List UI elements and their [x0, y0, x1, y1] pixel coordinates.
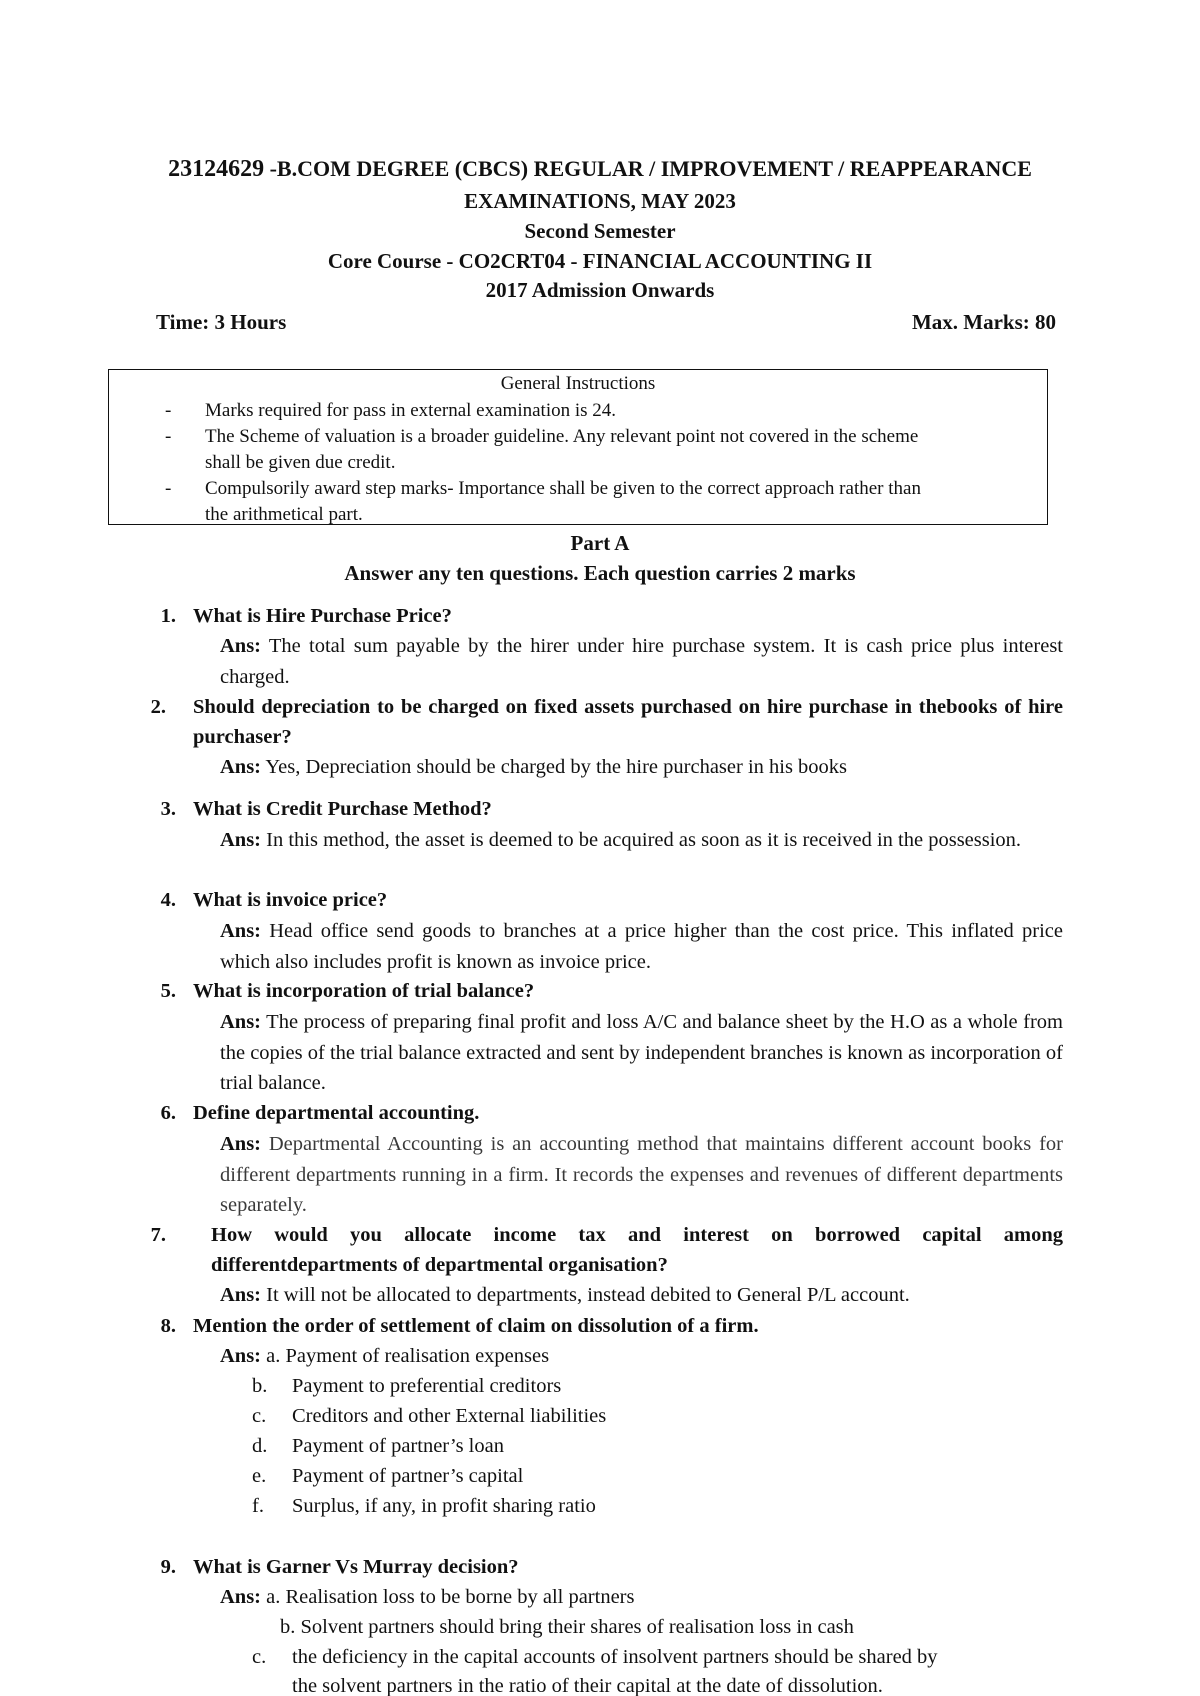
- general-instructions-box: [108, 369, 1048, 525]
- question-text: How would you allocate income tax and interest on borrowed capital among differentdepartments of departmental organisation?: [211, 1224, 1063, 1276]
- admission: 2017 Admission Onwards: [485, 278, 715, 302]
- exam-title: -B.COM DEGREE (CBCS) REGULAR / IMPROVEMENT / REAPPEARANCE: [264, 156, 1032, 181]
- part-title: Part A: [570, 531, 630, 555]
- dash: -: [165, 426, 172, 447]
- dash: -: [165, 400, 172, 421]
- instruction-continuation: shall be given due credit.: [205, 452, 396, 473]
- ans-label: Ans:: [220, 829, 262, 851]
- question-text: What is Credit Purchase Method?: [193, 798, 492, 820]
- exam-title-line2: EXAMINATIONS, MAY 2023: [464, 189, 736, 213]
- ans-label: Ans:: [220, 1011, 262, 1033]
- instruction-item: - Compulsorily award step marks- Importance shall be given to the correct approach rather than: [119, 476, 1037, 502]
- answer-5: Ans: The process of preparing final profit and loss A/C and balance sheet by the H.O as a whole from the copies of the trial balance extracted and sent by independent branches is known as incorporation of trial balance.: [220, 1011, 1063, 1094]
- answer-8: Ans: a. Payment of realisation expenses: [220, 1345, 550, 1367]
- time-marks-row: [156, 307, 1056, 337]
- question-text: Should depreciation to be charged on fixed assets purchased on hire purchase in thebooks of hire purchaser?: [193, 696, 1063, 748]
- answer-3: Ans: In this method, the asset is deemed to be acquired as soon as it is received in the possession.: [220, 829, 1022, 851]
- max-marks: Max. Marks: 80: [911, 310, 1056, 334]
- part-instruction: Answer any ten questions. Each question carries 2 marks: [344, 561, 856, 585]
- ans-label: Ans:: [220, 1133, 262, 1155]
- answer-1: Ans: The total sum payable by the hirer under hire purchase system. It is cash price plus interest charged.: [220, 635, 1063, 688]
- question-text: What is Hire Purchase Price?: [193, 605, 452, 627]
- exam-page: 23124629 -B.COM DEGREE (CBCS) REGULAR / IMPROVEMENT / REAPPEARANCE EXAMINATIONS, MAY 2023 Second Semester Core Course - CO2CRT04 - FINANCIAL ACCOUNTING II 2017 Admission Onwards Time: 3 Hours Max. Marks: 80 General Instructions - Marks required for pass in external examination is 24. - The Scheme of valuation is a broader guideline. Any relevant point not covered in the scheme shall be given due credit. - Compulsorily award step marks- Importance shall be given to the correct approach rather than the arithmetical part. Part A Answer any ten questions. Each question carries 2 marks 1. What is Hire Purchase Price? Ans: The total sum payable by the hirer under hire purchase system. It is cash price plus interest charged. 2. Should depreciation to be charged on fixed assets purchased on hire purchase in thebooks of hire purchaser? Ans: Yes, Depreciation should be charged by the hire purchaser in his books 3. What is Credit Purchase Method? Ans: In this method, the asset is deemed to be acquired as soon as it is received in the possession. 4. What is invoice price? Ans: Head office send goods to branches at a price higher than the cost price. This inflated price which also includes profit is known as invoice price. 5. What is incorporation of trial balance? Ans: The process of preparing final profit and loss A/C and balance sheet by the H.O as a whole from the copies of the trial balance extracted and sent by independent branches is known as incorporation of trial balance. 6. Define departmental accounting. Ans: Departmental Accounting is an accounting method that maintains different account books for different departments running in a firm. It records the expenses and revenues of different departments separately. 7. How would you allocate income tax and interest on borrowed capital among differentdepartments of departmental organisation? Ans: It will not be allocated to departments, instead debited to General P/L account. 8. Mention the order of settlement of claim on dissolution of a firm. Ans: a. Payment of realisation expenses b. Payment to preferential creditors c. Creditors and other External liabilities d. Payment of partner’s loan e. Payment of partner’s capital f. Surplus, if any, in profit sharing ratio 9. What is Garner Vs Murray decision? Ans: a. Realisation loss to be borne by all partners b. Solvent partners should bring their shares of realisation loss in cash c. the deficiency in the capital accounts of insolvent partners should be shared by the solvent partners in the ratio of their capital at the date of dissolution.: [0, 0, 1200, 1696]
- ans-label: Ans:: [220, 756, 262, 778]
- question-number: 6.: [160, 1102, 176, 1124]
- question-text: Define departmental accounting.: [193, 1102, 480, 1124]
- answer-6: Ans: Departmental Accounting is an accounting method that maintains different account books for different departments running in a firm. It records the expenses and revenues of different departments separately.: [220, 1133, 1063, 1216]
- ans-label: Ans:: [220, 920, 262, 942]
- instructions-title: General Instructions: [500, 373, 656, 394]
- ans-label: Ans:: [220, 1284, 262, 1306]
- exam-code: 23124629: [168, 156, 265, 182]
- question-text: Mention the order of settlement of claim on dissolution of a firm.: [193, 1315, 759, 1337]
- course-name: Core Course - CO2CRT04 - FINANCIAL ACCOUNTING II: [327, 249, 873, 273]
- question-text: What is incorporation of trial balance?: [193, 980, 535, 1002]
- semester: Second Semester: [524, 219, 676, 243]
- ans-label: Ans:: [220, 635, 262, 657]
- question-number: 5.: [160, 980, 176, 1002]
- question-number: 7.: [150, 1224, 166, 1246]
- ans-label: Ans:: [220, 1586, 262, 1608]
- instruction-item: - Marks required for pass in external examination is 24.: [119, 398, 1037, 424]
- answer-2: Ans: Yes, Depreciation should be charged by the hire purchaser in his books: [220, 756, 848, 778]
- question-text: What is invoice price?: [193, 889, 388, 911]
- exam-title-line1: [0, 154, 1200, 184]
- instruction-item: - The Scheme of valuation is a broader guideline. Any relevant point not covered in the scheme: [119, 424, 1037, 450]
- ans-label: Ans:: [220, 1345, 262, 1367]
- answer-4: Ans: Head office send goods to branches at a price higher than the cost price. This inflated price which also includes profit is known as invoice price.: [220, 920, 1063, 973]
- question-number: 4.: [160, 889, 176, 911]
- instruction-continuation: the arithmetical part.: [205, 504, 363, 525]
- exam-time: Time: 3 Hours: [156, 310, 287, 334]
- question-number: 2.: [150, 696, 166, 718]
- question-number: 9.: [160, 1556, 176, 1578]
- question-number: 1.: [160, 605, 176, 627]
- question-number: 3.: [160, 798, 176, 820]
- question-text: What is Garner Vs Murray decision?: [193, 1556, 519, 1578]
- answer-9: Ans: a. Realisation loss to be borne by all partners: [220, 1586, 635, 1608]
- dash: -: [165, 478, 172, 499]
- question-number: 8.: [160, 1315, 176, 1337]
- answer-7: Ans: It will not be allocated to departments, instead debited to General P/L account.: [220, 1284, 910, 1306]
